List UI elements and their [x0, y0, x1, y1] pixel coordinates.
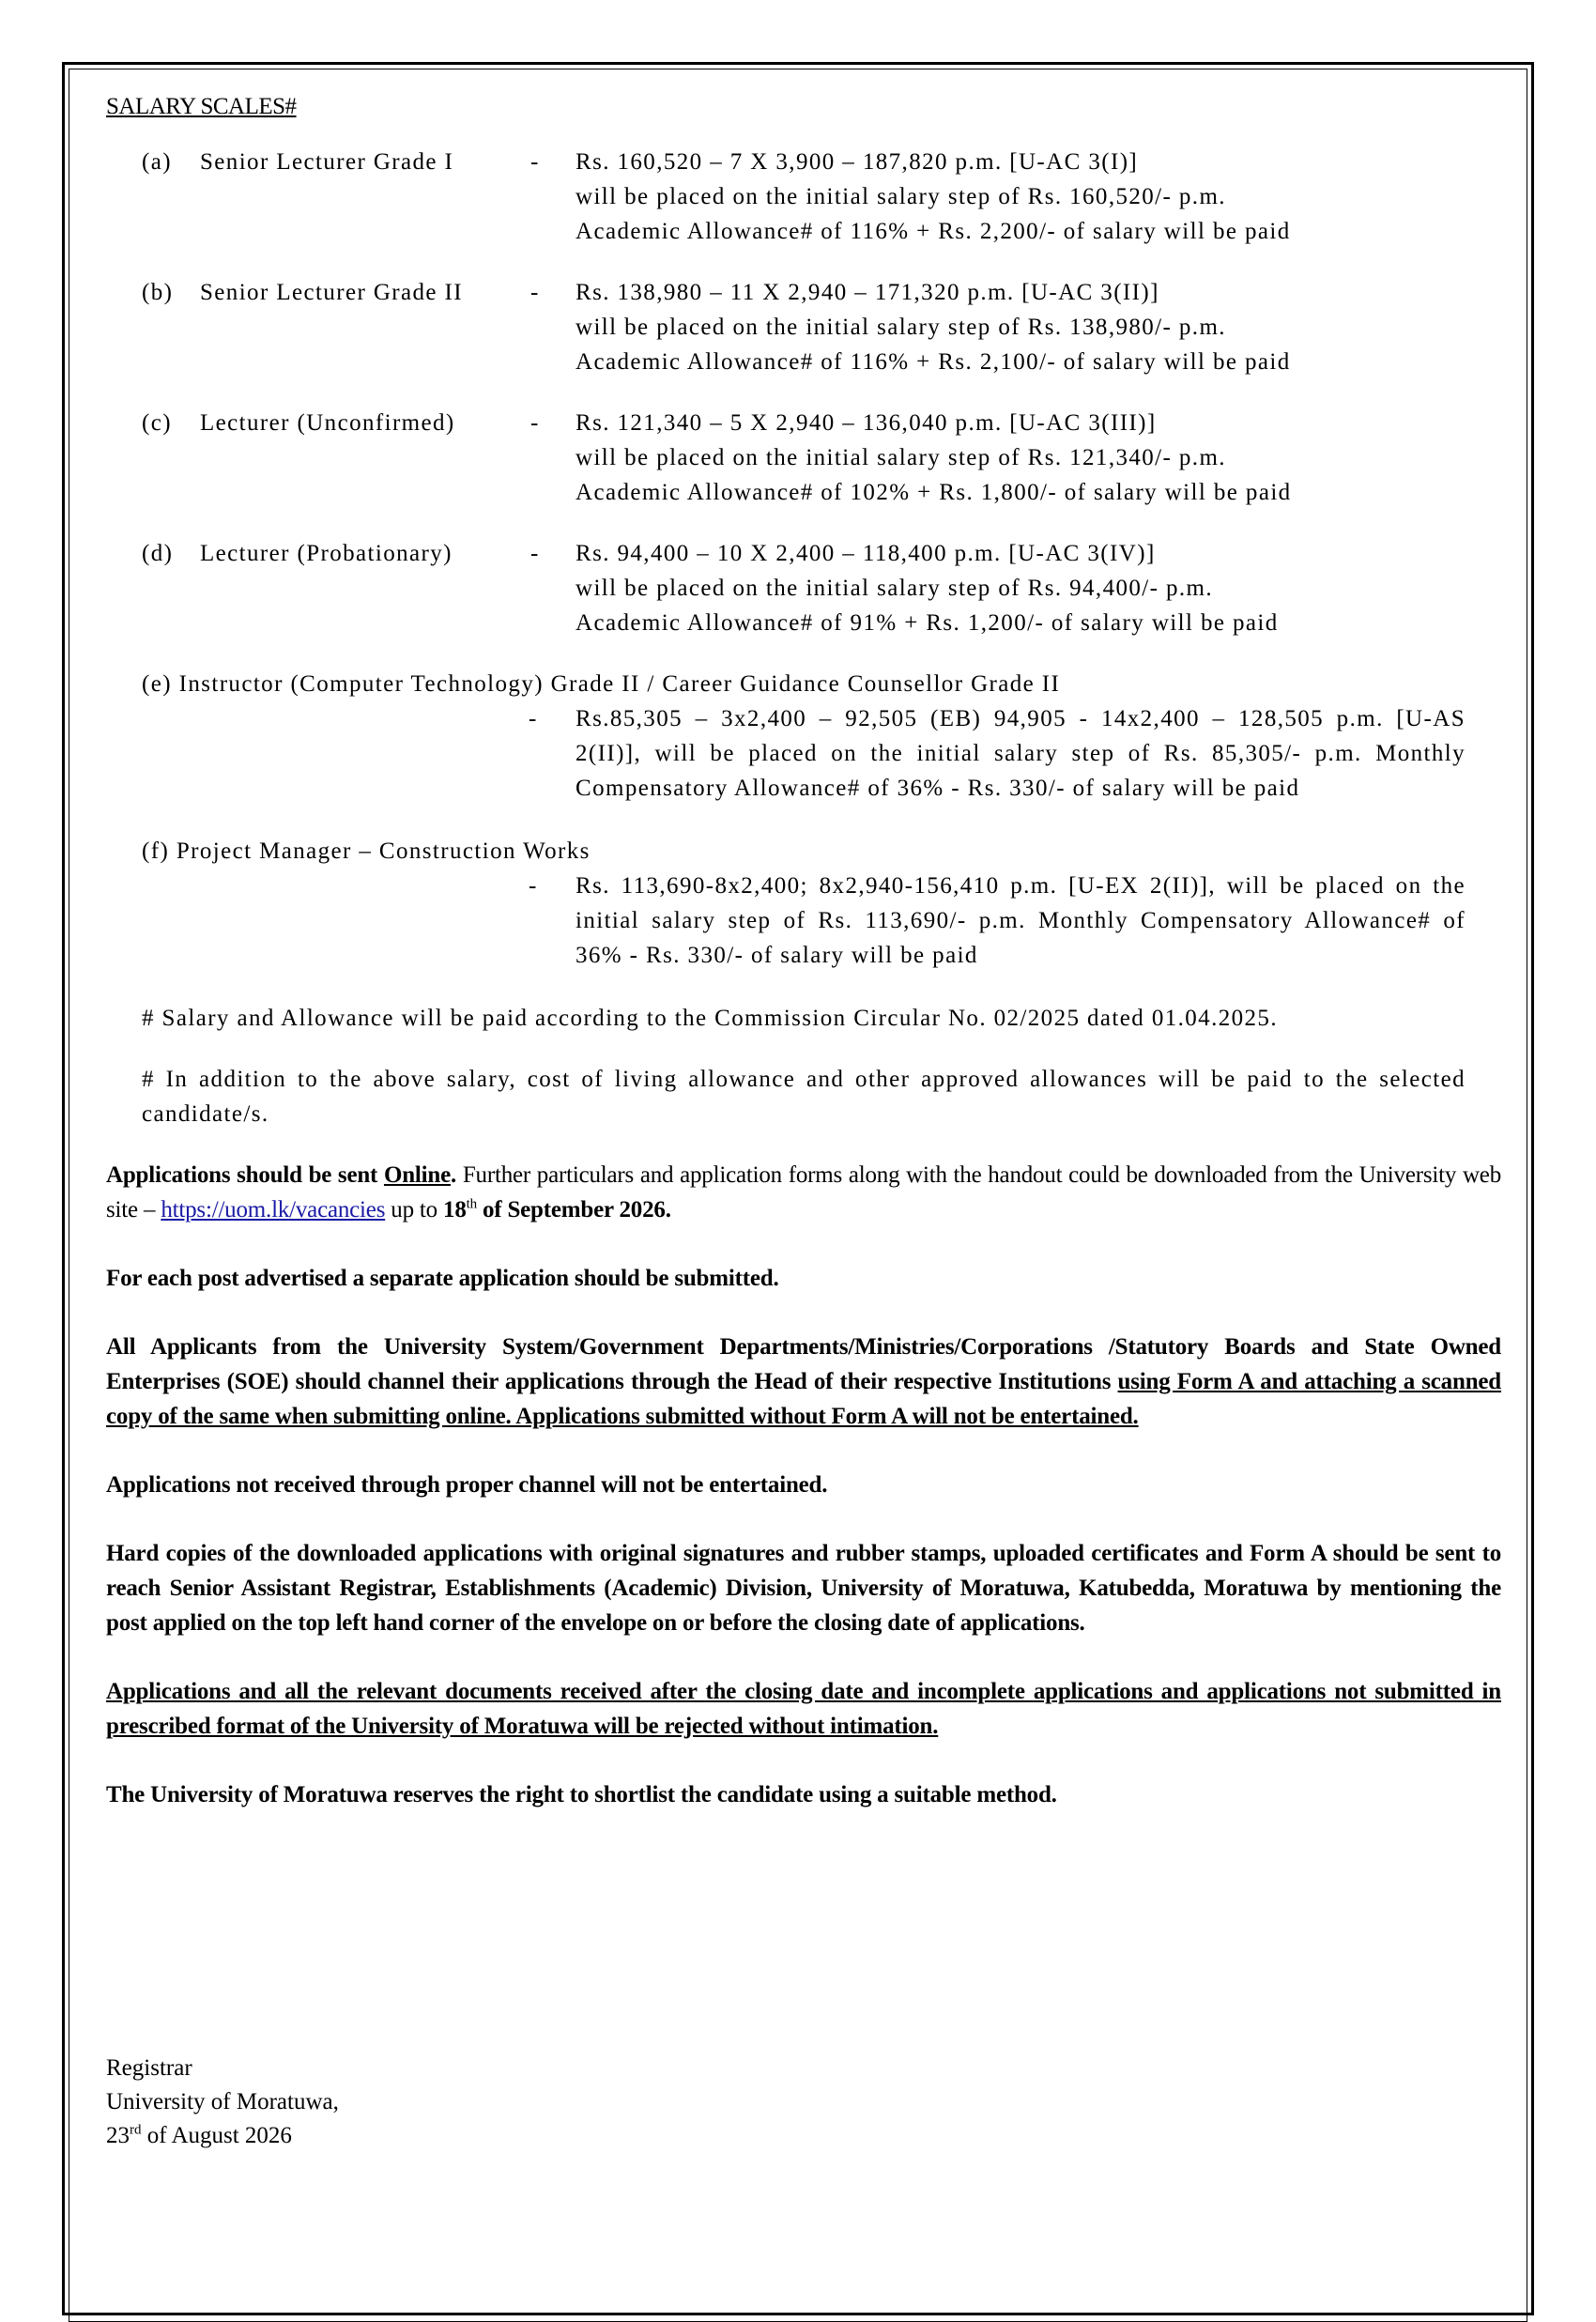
- vacancies-link[interactable]: https://uom.lk/vacancies: [161, 1197, 386, 1223]
- scale-details: [575, 536, 1458, 640]
- signatory-institution: University of Moratuwa,: [106, 2089, 339, 2114]
- date-suffix: rd: [130, 2122, 142, 2138]
- scale-line: Academic Allowance# of 116% + Rs. 2,200/- of salary will be paid: [575, 219, 1291, 244]
- scale-details: [575, 145, 1458, 249]
- scale-body: [106, 869, 1499, 973]
- scale-details: Rs. 113,690-8x2,400; 8x2,940-156,410 p.m. [U-EX 2(II)], will be placed on the initial salary step of Rs. 113,690/- p.m. Monthly Compensatory Allowance# of 36% - Rs. 330/- of salary will be paid: [575, 873, 1466, 968]
- scale-dash: -: [529, 873, 538, 899]
- online-period: .: [451, 1162, 457, 1188]
- online-applications-paragraph: [106, 1158, 1501, 1227]
- scale-line: Rs. 138,980 – 11 X 2,940 – 171,320 p.m. [U-AC 3(II)]: [575, 280, 1159, 305]
- separate-application-paragraph: For each post advertised a separate application should be submitted.: [106, 1266, 779, 1291]
- scale-line: Academic Allowance# of 91% + Rs. 1,200/- of salary will be paid: [575, 610, 1279, 636]
- scale-line: will be placed on the initial salary step of Rs. 138,980/- p.m.: [575, 315, 1226, 340]
- scale-title: (e) Instructor (Computer Technology) Grade II / Career Guidance Counsellor Grade II: [142, 671, 1061, 697]
- signature-block: [106, 2052, 339, 2153]
- shortlist-paragraph: The University of Moratuwa reserves the right to shortlist the candidate using a suitable method.: [106, 1782, 1057, 1807]
- channel-form-a-text: using Form A and attaching a scanned copy of the same when submitting online. Applications submitted without Form A will not be entertained.: [106, 1369, 1501, 1429]
- salary-note-allowances: # In addition to the above salary, cost of living allowance and other approved allowances will be paid to the selected candidate/s.: [142, 1067, 1466, 1127]
- scale-line: Academic Allowance# of 102% + Rs. 1,800/- of salary will be paid: [575, 480, 1292, 505]
- scale-dash: -: [530, 149, 540, 175]
- scale-line: Academic Allowance# of 116% + Rs. 2,100/- of salary will be paid: [575, 349, 1291, 375]
- scale-letter: (b): [142, 280, 174, 305]
- rejection-paragraph: Applications and all the relevant documents received after the closing date and incomplete applications and applications not submitted in prescribed format of the University of Moratuwa will be rejected without intimation.: [106, 1679, 1501, 1739]
- scale-title: Senior Lecturer Grade II: [200, 280, 463, 305]
- salary-scale-e: [106, 667, 1499, 806]
- deadline-month: of September 2026.: [476, 1197, 671, 1223]
- salary-scales-heading: SALARY SCALES#: [106, 94, 297, 119]
- salary-scale-c: [106, 406, 1499, 510]
- scale-line: will be placed on the initial salary step of Rs. 160,520/- p.m.: [575, 184, 1226, 209]
- hard-copies-paragraph: Hard copies of the downloaded applications with original signatures and rubber stamps, uploaded certificates and Form A should be sent to reach Senior Assistant Registrar, Establishments (Academic) Division, University of Moratuwa, Katubedda, Moratuwa by mentioning the post applied on the top left hand corner of the envelope on or before the closing date of applications.: [106, 1541, 1501, 1636]
- signatory-title: Registrar: [106, 2055, 192, 2081]
- channel-text: All Applicants from the University System/Government Departments/Ministries/Corporations /Statutory Boards and State Owned Enterprises (SOE) should channel their applications through the Head of their respective Institutions: [106, 1334, 1501, 1394]
- scale-title: (f) Project Manager – Construction Works: [142, 838, 591, 864]
- scale-dash: -: [530, 280, 540, 305]
- scale-title: Senior Lecturer Grade I: [200, 149, 454, 175]
- scale-line: Rs. 160,520 – 7 X 3,900 – 187,820 p.m. [U-AC 3(I)]: [575, 149, 1139, 175]
- scale-body: [106, 701, 1499, 806]
- channel-paragraph: [106, 1330, 1501, 1434]
- scale-indent: [106, 869, 529, 973]
- scale-details: [575, 406, 1458, 510]
- scale-dash: -: [530, 410, 540, 436]
- online-text: Further particulars and application forms along with the handout could be downloaded from the University web site –: [106, 1162, 1501, 1223]
- scale-indent: [106, 701, 529, 806]
- scale-letter: (c): [142, 410, 172, 436]
- salary-note-circular: # Salary and Allowance will be paid according to the Commission Circular No. 02/2025 dated 01.04.2025.: [142, 1006, 1278, 1031]
- online-upto: up to: [385, 1197, 444, 1223]
- scale-details: [575, 275, 1458, 379]
- online-lead: Applications should be sent: [106, 1162, 384, 1188]
- scale-letter: (d): [142, 541, 174, 566]
- proper-channel-paragraph: Applications not received through proper channel will not be entertained.: [106, 1472, 828, 1498]
- scale-line: Rs. 121,340 – 5 X 2,940 – 136,040 p.m. [U-AC 3(III)]: [575, 410, 1157, 436]
- document-page: [106, 94, 1499, 1846]
- salary-scale-list: [106, 145, 1499, 1131]
- scale-title: Lecturer (Probationary): [200, 541, 453, 566]
- scale-line: will be placed on the initial salary step of Rs. 94,400/- p.m.: [575, 576, 1214, 601]
- scale-letter: (a): [142, 149, 172, 175]
- scale-line: Rs. 94,400 – 10 X 2,400 – 118,400 p.m. [U-AC 3(IV)]: [575, 541, 1156, 566]
- deadline-day: 18: [443, 1197, 467, 1223]
- scale-dash: -: [530, 541, 540, 566]
- date-month: of August 2026: [141, 2123, 292, 2148]
- date-day: 23: [106, 2123, 130, 2148]
- scale-title: Lecturer (Unconfirmed): [200, 410, 455, 436]
- scale-line: will be placed on the initial salary step of Rs. 121,340/- p.m.: [575, 445, 1226, 470]
- salary-scale-f: [106, 834, 1499, 973]
- online-word: Online: [383, 1162, 451, 1188]
- scale-dash: -: [529, 706, 538, 731]
- salary-scale-b: [106, 275, 1499, 379]
- scale-details: Rs.85,305 – 3x2,400 – 92,505 (EB) 94,905 - 14x2,400 – 128,505 p.m. [U-AS 2(II)], will be placed on the initial salary step of Rs. 85,305/- p.m. Monthly Compensatory Allowance# of 36% - Rs. 330/- of salary will be paid: [575, 706, 1466, 801]
- salary-scale-d: [106, 536, 1499, 640]
- signature-date: [106, 2119, 339, 2153]
- salary-scale-a: [106, 145, 1499, 249]
- deadline-suffix: th: [466, 1196, 477, 1212]
